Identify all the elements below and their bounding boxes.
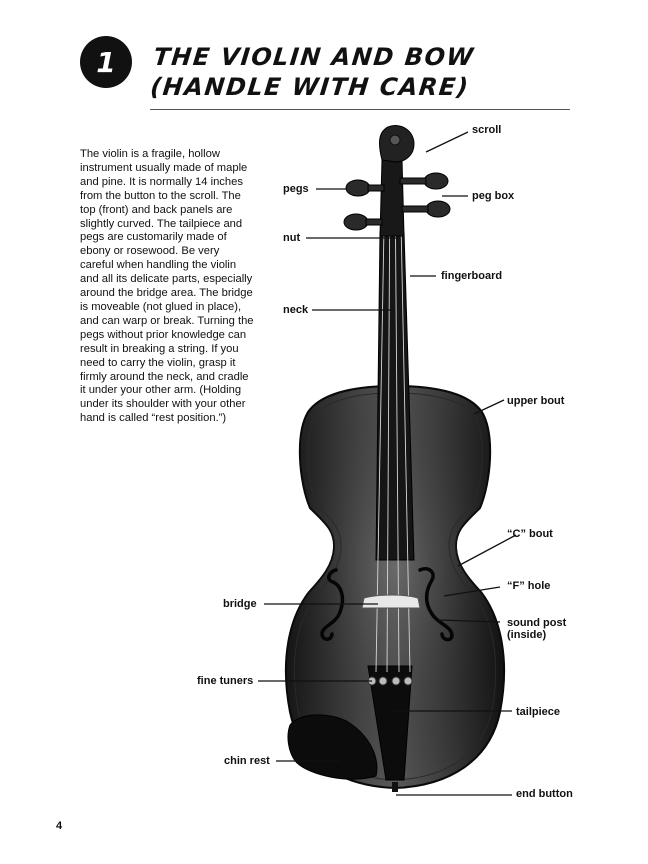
page-number: 4 <box>56 820 63 832</box>
end-button-shape <box>392 782 398 792</box>
label-scroll: scroll <box>472 124 502 136</box>
chapter-title-line-2: (HANDLE WITH CARE) <box>148 73 471 101</box>
label-c-bout: “C” bout <box>507 528 553 540</box>
label-peg-box: peg box <box>472 190 515 202</box>
label-fingerboard: fingerboard <box>441 270 503 282</box>
intro-paragraph: The violin is a fragile, hollow instrument usually made of maple and pine. It is normally 14 inches from the button to the scroll. The top (front) and back panels are slightly curved. The tailpiece and pegs are customarily made of ebony or rosewood. Be very careful when handling the violin and all its delicate parts, especially around the bridge area. The bridge is moveable (not glued in place), and can warp or break. Turning the pegs without prior knowledge can result in breaking a string. If you need to carry the violin, grasp it firmly around the neck, and cradle it under your other arm. (Holding under its shoulder with your other hand is called “rest position.”) <box>80 148 254 425</box>
label-neck: neck <box>283 304 309 316</box>
label-sound-post-note: (inside) <box>507 629 547 641</box>
label-end-button: end button <box>516 788 573 800</box>
label-chin-rest: chin rest <box>224 755 270 767</box>
label-sound-post: sound post <box>507 617 567 629</box>
label-fine-tuners: fine tuners <box>197 675 254 687</box>
label-bridge: bridge <box>223 598 257 610</box>
label-nut: nut <box>283 232 301 244</box>
label-f-hole: “F” hole <box>507 580 551 592</box>
fingerboard <box>376 232 414 560</box>
bridge-shape <box>362 595 420 608</box>
chapter-title-line-1: THE VIOLIN AND BOW <box>152 43 476 71</box>
label-upper-bout: upper bout <box>507 395 565 407</box>
chapter-number: 1 <box>96 45 116 79</box>
peg-box <box>380 160 404 236</box>
label-tailpiece: tailpiece <box>516 706 561 718</box>
label-pegs: pegs <box>283 183 309 195</box>
